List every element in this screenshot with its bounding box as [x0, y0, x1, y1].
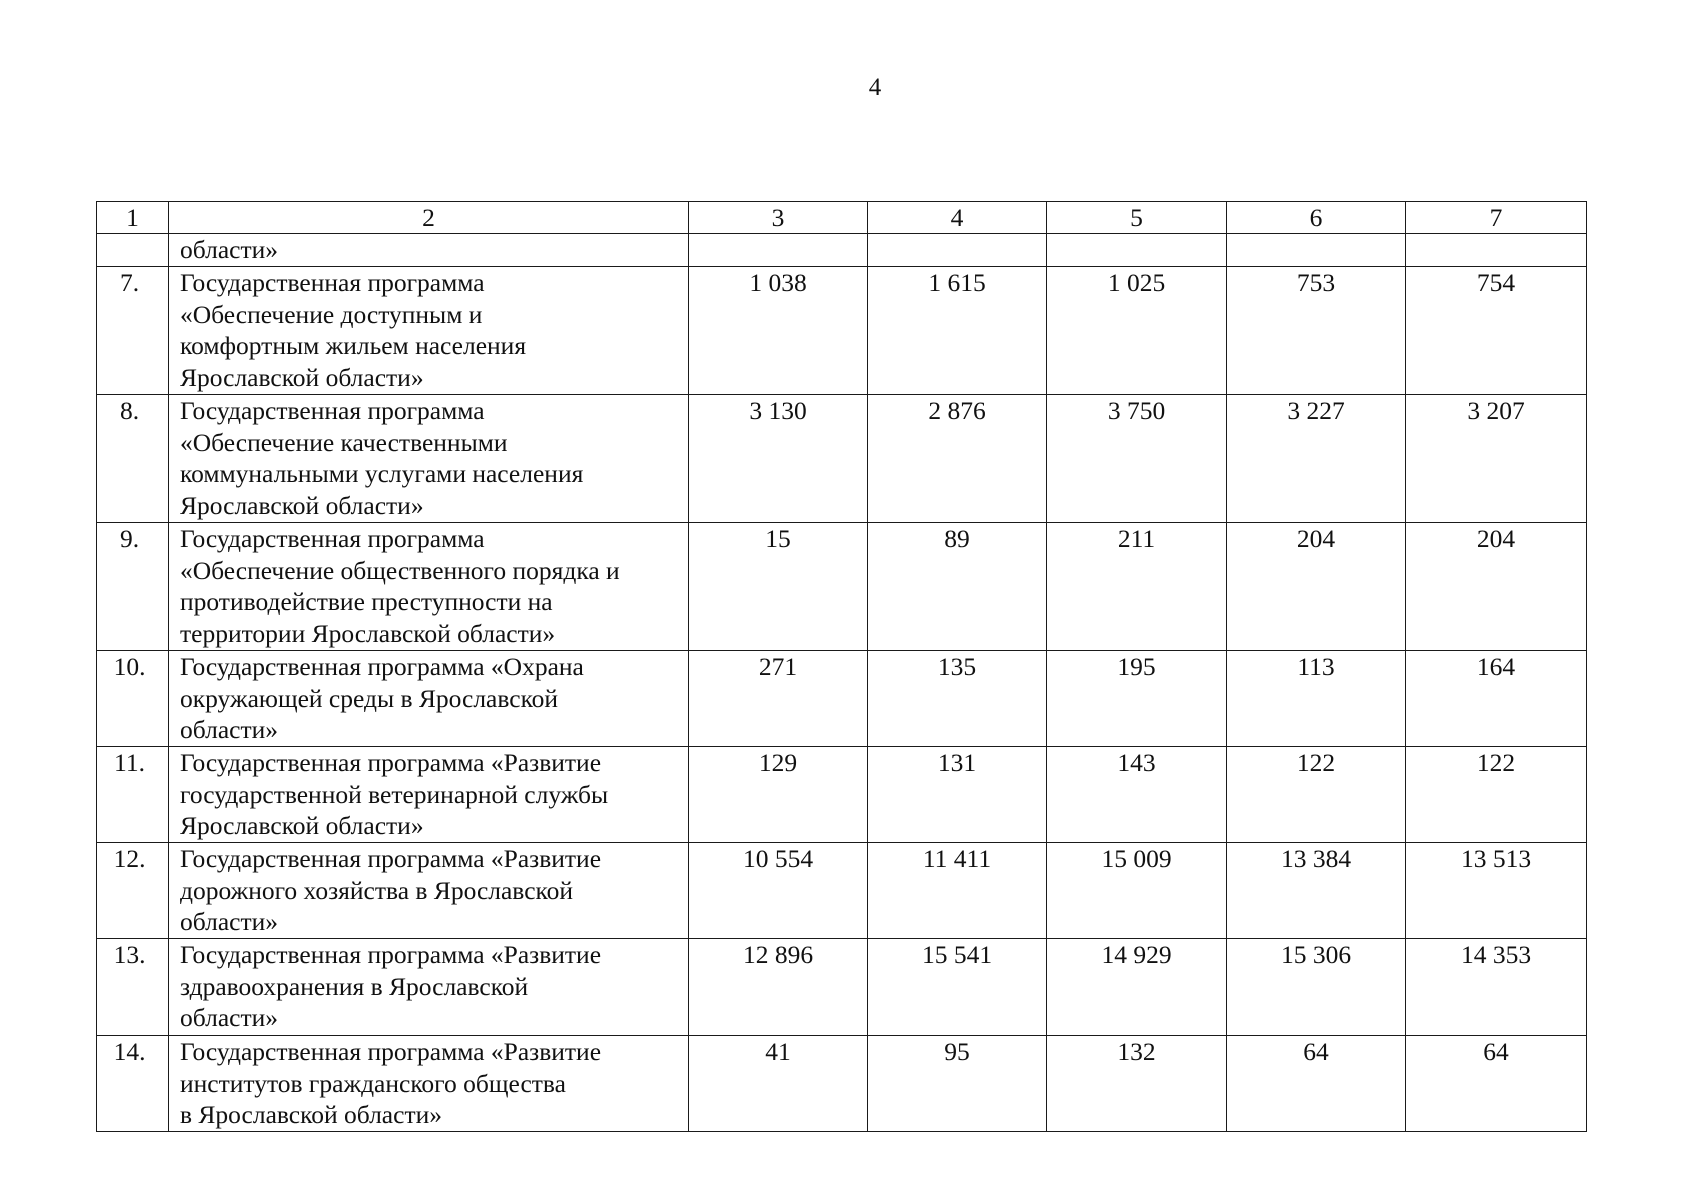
value-cell: 14 929 [1047, 939, 1227, 1036]
program-name-line: области» [180, 907, 278, 936]
page-number: 4 [868, 74, 882, 101]
program-name-cell [169, 523, 689, 651]
value-cell: 15 541 [868, 939, 1047, 1036]
column-header: 7 [1406, 202, 1587, 234]
row-number-cell: 12. [97, 843, 169, 939]
column-header: 2 [169, 202, 689, 234]
row-number-cell: 10. [97, 651, 169, 747]
program-name-line: области» [180, 1003, 278, 1032]
row-number-cell: 7. [97, 267, 169, 395]
value-cell: 15 306 [1227, 939, 1406, 1036]
program-name-line: Государственная программа [180, 524, 485, 553]
value-cell: 204 [1406, 523, 1587, 651]
program-name-line: Ярославской области» [180, 362, 424, 392]
program-name-line: коммунальными услугами населения [180, 459, 584, 488]
value-cell: 204 [1227, 523, 1406, 651]
value-cell: 753 [1227, 267, 1406, 395]
value-cell: 143 [1047, 747, 1227, 843]
value-cell: 95 [868, 1036, 1047, 1132]
value-cell: 15 [689, 523, 868, 651]
program-name-line: Государственная программа «Охрана [180, 652, 584, 681]
program-name-line: противодействие преступности на [180, 587, 553, 616]
program-name-line: Ярославской области» [180, 811, 424, 840]
table-row [97, 939, 1587, 1036]
program-name-cell [169, 747, 689, 843]
program-name-line: Государственная программа «Развитие [180, 1037, 602, 1066]
value-cell: 1 615 [868, 267, 1047, 395]
value-cell: 754 [1406, 267, 1587, 395]
program-name-line: окружающей среды в Ярославской [180, 683, 559, 713]
value-cell: 15 009 [1047, 843, 1227, 939]
value-cell [689, 234, 868, 267]
value-cell: 13 513 [1406, 843, 1587, 939]
value-cell: 41 [689, 1036, 868, 1132]
table-row [97, 843, 1587, 939]
program-name-line: «Обеспечение доступным и [180, 299, 483, 329]
row-number-cell: 11. [97, 747, 169, 843]
program-name-line: Ярославской области» [180, 490, 424, 520]
value-cell: 195 [1047, 651, 1227, 747]
value-cell: 122 [1227, 747, 1406, 843]
program-name-line: дорожного хозяйства в Ярославской [180, 875, 574, 905]
table-row-continuation [97, 234, 1587, 267]
program-name-line: «Обеспечение качественными [180, 427, 508, 457]
table-row [97, 267, 1587, 395]
program-name-cell [169, 395, 689, 523]
program-name-line: «Обеспечение общественного порядка и [180, 555, 620, 585]
value-cell: 2 876 [868, 395, 1047, 523]
row-number-cell: 13. [97, 939, 169, 1036]
value-cell: 14 353 [1406, 939, 1587, 1036]
value-cell: 3 750 [1047, 395, 1227, 523]
program-name-line: территории Ярославской области» [180, 618, 556, 648]
value-cell: 64 [1406, 1036, 1587, 1132]
value-cell: 135 [868, 651, 1047, 747]
program-name-line: в Ярославской области» [180, 1100, 442, 1129]
program-name-line: институтов гражданского общества [180, 1068, 566, 1098]
column-header: 1 [97, 202, 169, 234]
value-cell: 1 025 [1047, 267, 1227, 395]
value-cell: 113 [1227, 651, 1406, 747]
value-cell [868, 234, 1047, 267]
value-cell [1047, 234, 1227, 267]
header-row [97, 202, 1587, 234]
program-name-cell [169, 1036, 689, 1132]
value-cell [1406, 234, 1587, 267]
budget-table [96, 201, 1587, 1132]
value-cell: 12 896 [689, 939, 868, 1036]
program-name-line: области» [180, 715, 278, 744]
table-row [97, 747, 1587, 843]
program-name-cell [169, 843, 689, 939]
value-cell: 64 [1227, 1036, 1406, 1132]
value-cell: 3 227 [1227, 395, 1406, 523]
value-cell: 3 130 [689, 395, 868, 523]
program-name-cell [169, 651, 689, 747]
program-name-line: Государственная программа «Развитие [180, 844, 602, 873]
program-name-line: Государственная программа «Развитие [180, 748, 602, 777]
program-name-line: государственной ветеринарной службы [180, 779, 609, 809]
value-cell [1227, 234, 1406, 267]
value-cell: 13 384 [1227, 843, 1406, 939]
column-header: 4 [868, 202, 1047, 234]
column-header: 3 [689, 202, 868, 234]
value-cell: 1 038 [689, 267, 868, 395]
program-name-cell: области» [169, 234, 689, 267]
column-header: 5 [1047, 202, 1227, 234]
value-cell: 10 554 [689, 843, 868, 939]
program-name-line: Государственная программа «Развитие [180, 940, 602, 969]
table-row [97, 651, 1587, 747]
table-row [97, 523, 1587, 651]
program-name-line: здравоохранения в Ярославской [180, 971, 529, 1001]
value-cell: 131 [868, 747, 1047, 843]
value-cell: 129 [689, 747, 868, 843]
program-name-line: комфортным жильем населения [180, 331, 527, 360]
row-number-cell [97, 234, 169, 267]
table-row [97, 395, 1587, 523]
value-cell: 89 [868, 523, 1047, 651]
value-cell: 11 411 [868, 843, 1047, 939]
program-name-line: Государственная программа [180, 268, 485, 297]
column-header: 6 [1227, 202, 1406, 234]
table-row [97, 1036, 1587, 1132]
row-number-cell: 8. [97, 395, 169, 523]
value-cell: 122 [1406, 747, 1587, 843]
program-name-cell [169, 267, 689, 395]
program-name-line: Государственная программа [180, 396, 485, 425]
row-number-cell: 14. [97, 1036, 169, 1132]
value-cell: 132 [1047, 1036, 1227, 1132]
value-cell: 164 [1406, 651, 1587, 747]
value-cell: 211 [1047, 523, 1227, 651]
program-name-cell [169, 939, 689, 1036]
value-cell: 3 207 [1406, 395, 1587, 523]
value-cell: 271 [689, 651, 868, 747]
row-number-cell: 9. [97, 523, 169, 651]
